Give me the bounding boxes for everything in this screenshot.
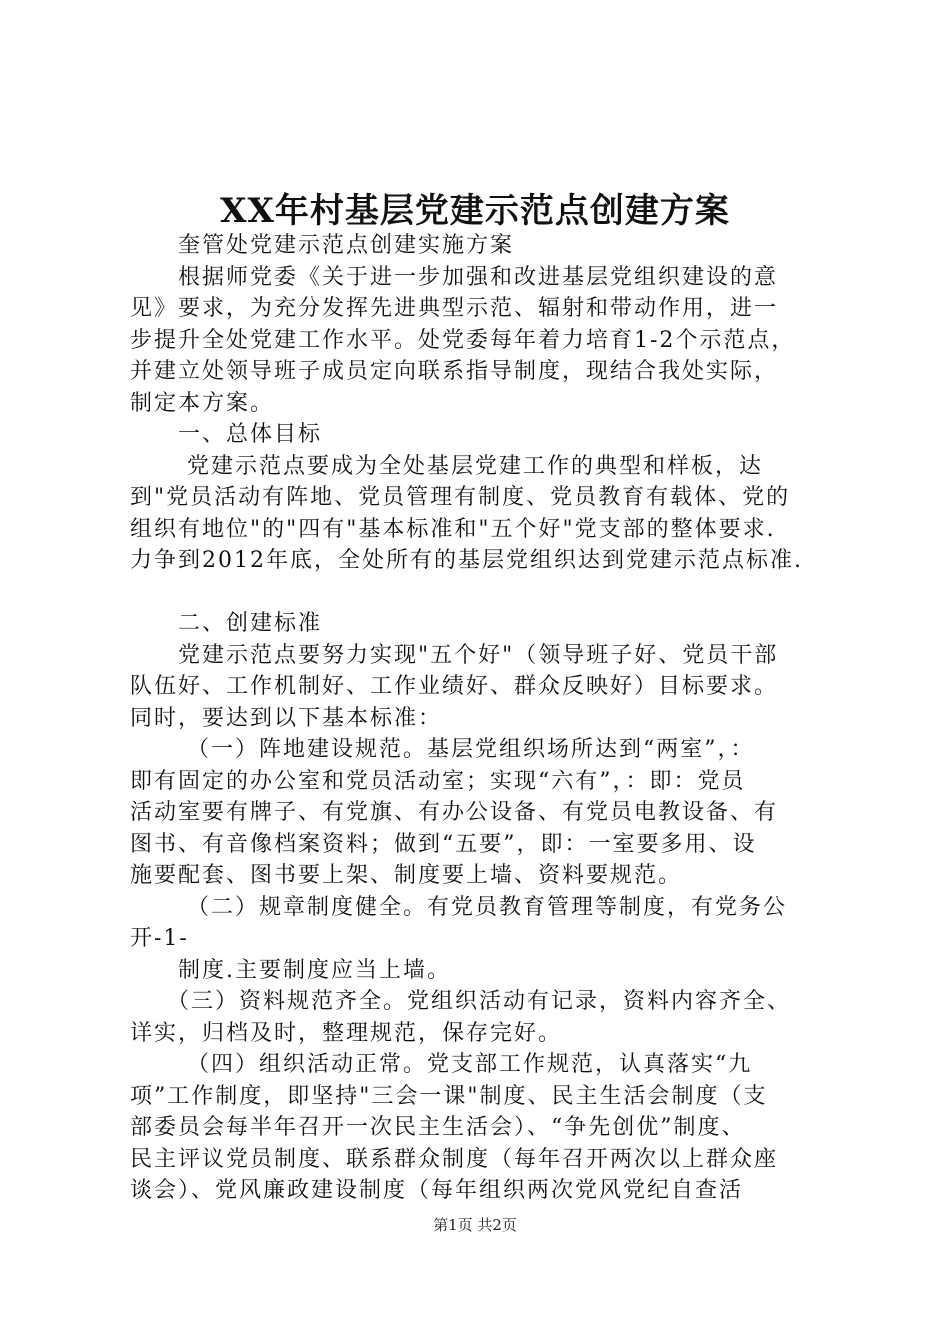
section-heading: 一、总体目标 — [130, 422, 323, 447]
body-line: 开-1- — [130, 926, 189, 951]
body-line: 党建示范点要努力实现"五个好"（领导班子好、党员干部 — [130, 642, 779, 668]
body-line: （二）规章制度健全。有党员教育管理等制度，有党务公 — [130, 894, 787, 920]
body-line: 同时，要达到以下基本标准： — [130, 705, 443, 731]
body-line: 图书、有音像档案资料；做到“五要”，即：一室要多用、设 — [130, 831, 757, 857]
body-line: 党建示范点要成为全处基层党建工作的典型和样板，达 — [130, 453, 763, 479]
body-line: 力争到2012年底，全处所有的基层党组织达到党建示范点标准. — [130, 548, 803, 573]
body-line: 活动室要有牌子、有党旗、有办公设备、有党员电教设备、有 — [130, 800, 779, 825]
body-line: 奎管处党建示范点创建实施方案 — [130, 233, 515, 258]
document-body — [130, 230, 850, 1207]
section-heading: 二、创建标准 — [130, 611, 323, 636]
body-line: 民主评议党员制度、联系群众制度（每年召开两次以上群众座 — [130, 1146, 779, 1172]
body-line: 部委员会每半年召开一次民主生活会）、“争先创优”制度、 — [130, 1115, 746, 1140]
body-line: 到"党员活动有阵地、党员管理有制度、党员教育有载体、党的 — [130, 485, 791, 510]
body-line: 根据师党委《关于进一步加强和改进基层党组织建设的意 — [130, 264, 779, 290]
body-line: （三）资料规范齐全。党组织活动有记录，资料内容齐全、 — [130, 989, 792, 1014]
blank-line — [130, 577, 850, 609]
page-title: XX年村基层党建示范点创建方案 — [220, 191, 730, 231]
body-line: 组织有地位"的"四有"基本标准和"五个好"党支部的整体要求. — [130, 516, 776, 542]
body-line: 施要配套、图书要上架、制度要上墙、资料要规范。 — [130, 863, 683, 888]
body-line: 详实，归档及时，整理规范，保存完好。 — [130, 1020, 563, 1046]
page-footer: 第1页 共2页 — [433, 1216, 517, 1234]
body-line: 并建立处领导班子成员定向联系指导制度，现结合我处实际， — [130, 359, 779, 384]
body-line: 谈会）、党风廉政建设制度（每年组织两次党风党纪自查活 — [130, 1178, 744, 1203]
body-line: 见》要求，为充分发挥先进典型示范、辐射和带动作用，进一 — [130, 296, 779, 321]
body-line: 制度.主要制度应当上墙。 — [130, 957, 451, 983]
body-line: 步提升全处党建工作水平。处党委每年着力培育1-2个示范点， — [130, 327, 796, 353]
body-line: （一）阵地建设规范。基层党组织场所达到“两室”，： — [130, 737, 755, 762]
body-line: 即有固定的办公室和党员活动室；实现“六有”，：即：党员 — [130, 768, 746, 794]
body-line: （四）组织活动正常。党支部工作规范，认真落实“九 — [130, 1052, 753, 1077]
body-line: 队伍好、工作机制好、工作业绩好、群众反映好）目标要求。 — [130, 674, 779, 699]
body-line: 制定本方案。 — [130, 390, 275, 416]
body-line: 项”工作制度，即坚持"三会一课"制度、民主生活会制度（支 — [130, 1083, 768, 1109]
